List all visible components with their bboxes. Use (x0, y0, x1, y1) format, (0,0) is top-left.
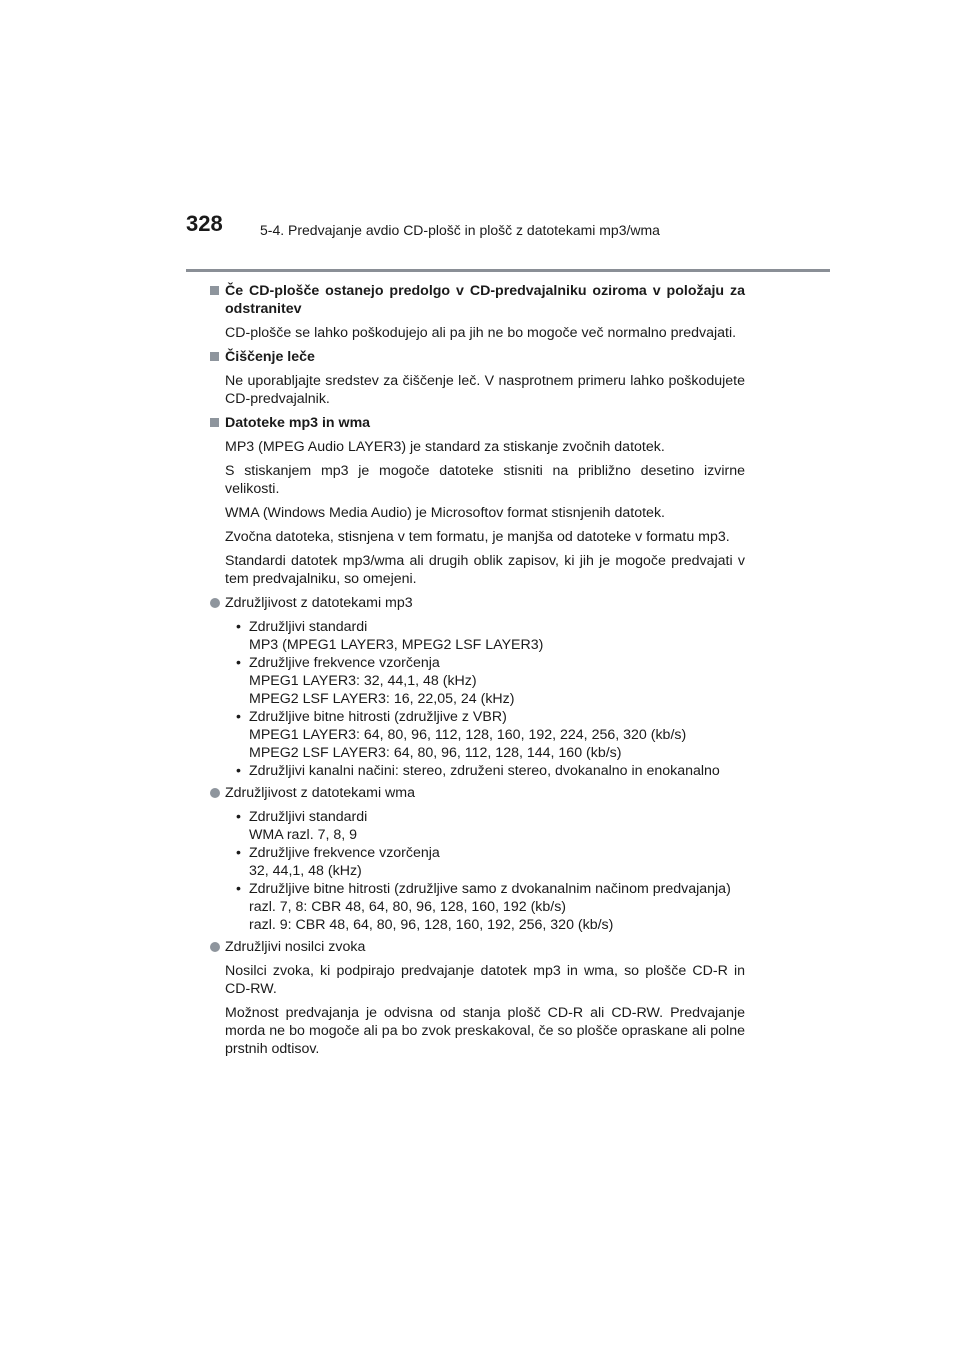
square-bullet-icon (210, 286, 219, 295)
item-line: MP3 (MPEG1 LAYER3, MPEG2 LSF LAYER3) (249, 637, 544, 653)
bullet-dot-icon: • (236, 845, 241, 861)
item-line: razl. 9: CBR 48, 64, 80, 96, 128, 160, 192, 256, 320 (kb/s) (249, 917, 614, 933)
square-bullet-icon (210, 352, 219, 361)
list-item (236, 844, 745, 880)
bullet-dot-icon: • (236, 709, 241, 725)
header-divider (186, 269, 830, 272)
paragraph: S stiskanjem mp3 je mogoče datoteke stisniti na približno desetino izvirne velikosti. (225, 463, 745, 497)
bullet-dot-icon: • (236, 881, 241, 897)
section-mp3-wma-files (210, 414, 745, 588)
circle-bullet-icon (210, 942, 220, 952)
list-item (236, 708, 745, 762)
section-heading-text: Čiščenje leče (225, 349, 315, 365)
bullet-dot-icon: • (236, 809, 241, 825)
list-item (236, 618, 745, 654)
circle-bullet-icon (210, 788, 220, 798)
paragraph: Ne uporabljajte sredstev za čiščenje leč. V nasprotnem primeru lahko poškodujete CD-predvajalnik. (225, 373, 745, 407)
square-bullet-icon (210, 418, 219, 427)
item-label: Združljive bitne hitrosti (združljive samo z dvokanalnim načinom predvajanja) (249, 881, 731, 897)
page-header (186, 212, 830, 272)
page-number: 328 (186, 211, 223, 236)
mp3-spec-list (210, 618, 745, 780)
item-line: MPEG1 LAYER3: 64, 80, 96, 112, 128, 160, 192, 224, 256, 320 (kb/s) (249, 727, 687, 743)
item-line: MPEG1 LAYER3: 32, 44,1, 48 (kHz) (249, 673, 477, 689)
section-heading-text: Datoteke mp3 in wma (225, 415, 371, 431)
paragraph: MP3 (MPEG Audio LAYER3) je standard za stiskanje zvočnih datotek. (225, 439, 665, 455)
item-line: MPEG2 LSF LAYER3: 16, 22,05, 24 (kHz) (249, 691, 515, 707)
list-item (236, 654, 745, 708)
wma-spec-list (210, 808, 745, 934)
bullet-dot-icon: • (236, 763, 241, 779)
compatible-media-heading (210, 938, 745, 956)
item-line: WMA razl. 7, 8, 9 (249, 827, 358, 843)
item-label: Združljivi kanalni načini: stereo, združeni stereo, dvokanalno in enokanalno (249, 763, 720, 779)
item-label: Združljivi standardi (249, 809, 368, 825)
bullet-dot-icon: • (236, 619, 241, 635)
list-item (236, 762, 745, 780)
item-line: razl. 7, 8: CBR 48, 64, 80, 96, 128, 160, 192 (kb/s) (249, 899, 567, 915)
item-line: 32, 44,1, 48 (kHz) (249, 863, 362, 879)
item-label: Združljivi standardi (249, 619, 368, 635)
item-line: MPEG2 LSF LAYER3: 64, 80, 96, 112, 128, 144, 160 (kb/s) (249, 745, 622, 761)
list-item (236, 880, 745, 934)
list-item (236, 808, 745, 844)
section-cd-eject (210, 282, 745, 342)
wma-compatibility-heading (210, 784, 745, 802)
section-heading (210, 282, 745, 318)
circle-bullet-icon (210, 598, 220, 608)
paragraph: CD-plošče se lahko poškodujejo ali pa jih ne bo mogoče več normalno predvajati. (225, 325, 737, 341)
item-label: Združljive bitne hitrosti (združljive z VBR) (249, 709, 507, 725)
section-heading-text: Če CD-plošče ostanejo predolgo v CD-predvajalniku oziroma v položaju za odstranitev (225, 283, 745, 317)
item-label: Združljive frekvence vzorčenja (249, 845, 440, 861)
bullet-dot-icon: • (236, 655, 241, 671)
paragraph: Nosilci zvoka, ki podpirajo predvajanje datotek mp3 in wma, so plošče CD-R in CD-RW. (225, 963, 745, 997)
subheading-text: Združljivost z datotekami wma (225, 785, 416, 801)
mp3-compatibility-heading (210, 594, 745, 612)
item-label: Združljive frekvence vzorčenja (249, 655, 440, 671)
section-lens-cleaning (210, 348, 745, 408)
chapter-title: 5-4. Predvajanje avdio CD-plošč in plošč z datotekami mp3/wma (260, 222, 660, 238)
section-heading (210, 414, 745, 432)
section-heading (210, 348, 745, 366)
paragraph: WMA (Windows Media Audio) je Microsoftov format stisnjenih datotek. (225, 505, 665, 521)
paragraph: Standardi datotek mp3/wma ali drugih oblik zapisov, ki jih je mogoče predvajati v tem predvajalniku, so omejeni. (225, 553, 745, 587)
paragraph: Možnost predvajanja je odvisna od stanja plošč CD-R ali CD-RW. Predvajanje morda ne bo mogoče ali pa bo zvok preskakoval, če so plošče opraskane ali polne prstnih odtisov. (225, 1005, 745, 1057)
page-content (210, 282, 745, 1064)
paragraph: Zvočna datoteka, stisnjena v tem formatu, je manjša od datoteke v formatu mp3. (225, 529, 730, 545)
subheading-text: Združljivi nosilci zvoka (225, 939, 366, 955)
subheading-text: Združljivost z datotekami mp3 (225, 595, 413, 611)
